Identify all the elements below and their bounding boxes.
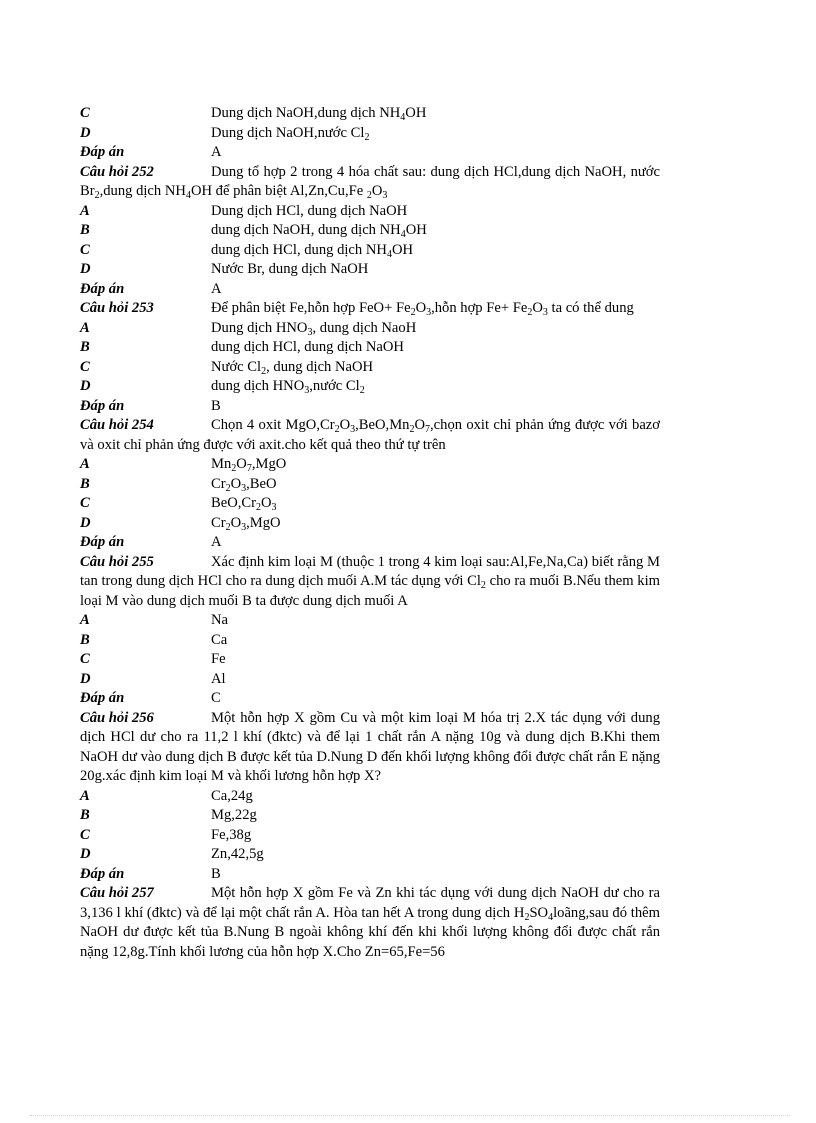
answer-label: Đáp án	[80, 397, 125, 414]
question-number: Câu hỏi 255	[80, 553, 154, 570]
option-text: Fe,38g	[211, 826, 252, 843]
option-line	[80, 611, 660, 631]
question-text: Dung tổ hợp 2 trong 4 hóa chất sau: dung dịch HCl,dung dịch NaOH, nước $Br_2,dung$ dịch $NH_4OH$ để phân biệt Al,Zn,Cu,Fe $_2O_3$	[80, 163, 660, 201]
question-number: Câu hỏi 253	[80, 300, 154, 316]
option-label: B	[80, 807, 90, 823]
option-line	[80, 670, 660, 690]
question-block	[80, 299, 660, 319]
option-label: A	[80, 456, 90, 472]
option-line	[80, 650, 660, 670]
option-text: Nước $Cl_2$, dung dịch NaOH	[211, 358, 374, 377]
option-line	[80, 221, 660, 241]
option-text: Zn,42,5g	[211, 846, 264, 862]
option-line	[80, 241, 660, 261]
option-label: B	[80, 222, 90, 238]
option-line	[80, 104, 660, 124]
question-text: Để phân biệt Fe,hỗn hợp $FeO+ Fe_2O_3,hỗn$ hợp $Fe+ Fe_2O_3$ ta có thể dung	[211, 300, 634, 318]
answer-line	[80, 397, 660, 417]
option-line	[80, 514, 660, 534]
answer-label: Đáp án	[80, 534, 125, 550]
answer-value: C	[211, 690, 221, 706]
option-text: Mg,22g	[211, 807, 257, 823]
option-line	[80, 475, 660, 495]
option-text: Dung dịch HCl, dung dịch NaOH	[211, 202, 408, 219]
option-line	[80, 338, 660, 358]
question-number: Câu hỏi 256	[80, 709, 154, 726]
option-label: A	[80, 787, 90, 804]
option-line	[80, 124, 660, 144]
answer-value: A	[211, 144, 222, 160]
option-label: D	[80, 261, 91, 277]
answer-value: A	[211, 534, 222, 550]
answer-line	[80, 533, 660, 553]
question-block	[80, 553, 660, 612]
option-line	[80, 631, 660, 651]
answer-line	[80, 689, 660, 709]
option-label: D	[80, 670, 91, 687]
option-label: B	[80, 631, 90, 648]
question-number: Câu hỏi 252	[80, 163, 154, 180]
answer-label: Đáp án	[80, 280, 125, 297]
question-number: Câu hỏi 257	[80, 885, 154, 901]
option-line	[80, 787, 660, 807]
option-line	[80, 377, 660, 397]
option-label: A	[80, 612, 90, 628]
document-body	[80, 104, 660, 962]
option-text: Nước Br, dung dịch NaOH	[211, 261, 369, 277]
option-text: $Cr_2O_3,BeO$	[211, 475, 277, 494]
option-label: B	[80, 475, 90, 492]
answer-label: Đáp án	[80, 865, 125, 882]
option-text: dung dịch $HNO_3,nước$ $Cl_2$	[211, 378, 365, 396]
option-text: Dung dịch $HNO_3$, dung dịch NaoH	[211, 319, 417, 338]
option-label: C	[80, 358, 90, 375]
answer-line	[80, 143, 660, 163]
option-text: $Cr_2O_3,MgO$	[211, 514, 281, 533]
option-label: C	[80, 826, 90, 843]
option-label: C	[80, 495, 90, 511]
option-text: dung dịch HCl, dung dịch NaOH	[211, 339, 404, 355]
option-text: Dung dịch NaOH,nước $Cl_2$	[211, 124, 370, 143]
option-line	[80, 845, 660, 865]
answer-value: B	[211, 397, 221, 414]
option-label: A	[80, 319, 90, 336]
option-text: Ca	[211, 631, 228, 648]
answer-line	[80, 280, 660, 300]
option-text: Dung dịch NaOH,dung dịch $NH_4OH$	[211, 105, 427, 123]
answer-label: Đáp án	[80, 690, 125, 706]
option-label: D	[80, 124, 91, 141]
option-text: Al	[211, 670, 226, 687]
page-bottom-rule	[30, 1115, 790, 1116]
option-text: dung dịch HCl, dung dịch $NH_4OH$	[211, 241, 414, 260]
option-text: Ca,24g	[211, 787, 253, 804]
option-line	[80, 358, 660, 378]
option-label: C	[80, 651, 90, 667]
question-block	[80, 416, 660, 455]
answer-label: Đáp án	[80, 144, 125, 160]
option-text: dung dịch NaOH, dung dịch $NH_4OH$	[211, 222, 427, 240]
option-line	[80, 260, 660, 280]
option-line	[80, 494, 660, 514]
option-label: D	[80, 846, 91, 862]
option-text: Na	[211, 612, 229, 628]
answer-line	[80, 865, 660, 885]
question-number: Câu hỏi 254	[80, 417, 154, 433]
question-text: Một hỗn hợp X gồm Cu và một kim loại M hóa trị 2.X tác dụng với dung dịch HCl dư cho ra 11,2 l khí (đktc) và để lại 1 chất rắn A nặng 10g và dung dịch B.Khi them NaOH dư vào dung dịch B được kết tủa D.Nung D đến khối lượng không đổi được chất rắn E nặng 20g.xác định kim loại M và khối lương hỗn hợp X?	[80, 709, 660, 784]
option-text: $BeO,Cr_2O_3$	[211, 495, 277, 513]
question-text: Một hỗn hợp X gồm Fe và Zn khi tác dụng với dung dịch NaOH dư cho ra 3,136 l khí (đktc) và để lại một chất rắn A. Hòa tan hết A trong dung dịch $H_2SO_4loãng,sau$ đó thêm NaOH dư được kết tủa B.Nung B ngoài không khí đến khi khối lượng không đổi được chất rắn nặng 12,8g.Tính khối lương của hỗn hợp X.Cho Zn=65,Fe=56	[80, 885, 660, 960]
option-line	[80, 202, 660, 222]
option-line	[80, 826, 660, 846]
question-block	[80, 163, 660, 202]
question-text: Xác định kim loại M (thuộc 1 trong 4 kim loại sau:Al,Fe,Na,Ca) biết rằng M tan trong dung dịch HCl cho ra dung dịch muối A.M tác dụng với $Cl_2$ cho ra muối B.Nếu them kim loại M vào dung dịch muối B ta được dung dịch muối A	[80, 553, 660, 609]
option-line	[80, 806, 660, 826]
option-line	[80, 455, 660, 475]
option-label: A	[80, 202, 90, 219]
question-block	[80, 709, 660, 787]
option-label: B	[80, 339, 90, 355]
option-line	[80, 319, 660, 339]
option-text: $Mn_2O_7,MgO$	[211, 456, 287, 474]
answer-value: A	[211, 280, 222, 297]
option-text: Fe	[211, 651, 226, 667]
option-label: C	[80, 241, 90, 258]
option-label: C	[80, 105, 90, 121]
answer-value: B	[211, 865, 221, 882]
option-label: D	[80, 378, 91, 394]
question-text: Chọn 4 oxit $MgO,Cr_2O_3,BeO,Mn_2O_7,chọn$ oxit chỉ phản ứng được với bazơ và oxit chỉ phản ứng được với axit.cho kết quả theo thứ tự trên	[80, 417, 660, 453]
question-block	[80, 884, 660, 962]
option-label: D	[80, 514, 91, 531]
